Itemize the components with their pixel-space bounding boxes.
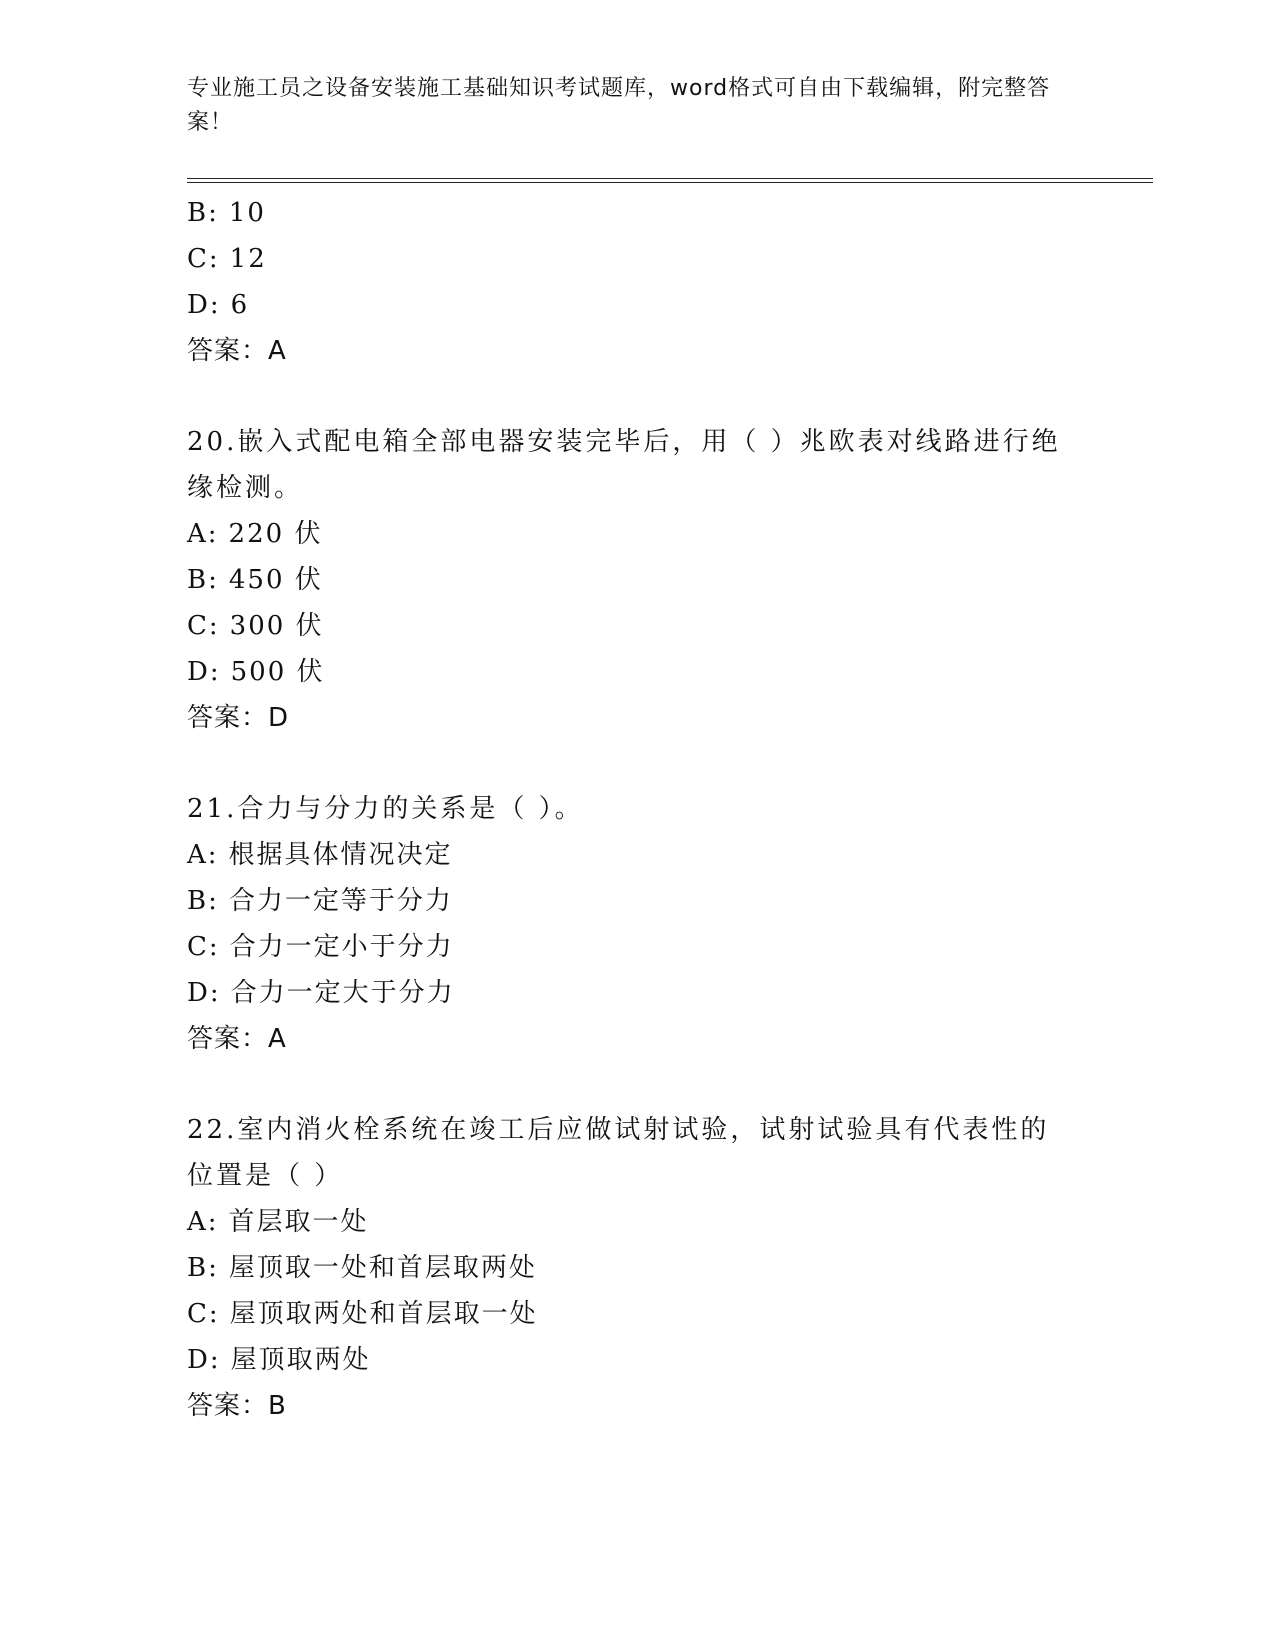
option-letter: D: [187,657,221,687]
option-c [187,603,1087,649]
option-a [187,511,1087,557]
option-letter: C: [187,244,220,274]
option-letter: B: [187,565,219,595]
option-text: 220 伏 [228,519,323,549]
option-b [187,878,1087,924]
option-letter: D: [187,290,221,320]
header-divider [187,178,1153,183]
option-text: 300 伏 [229,611,324,641]
option-b [187,190,1087,236]
option-text: 合力一定等于分力 [228,886,453,916]
option-letter: D: [187,978,221,1008]
option-text: 合力一定大于分力 [230,978,455,1008]
option-d [187,649,1087,695]
question-list [187,190,1087,1429]
question-text: 21.合力与分力的关系是（ ）。 [187,794,584,824]
option-letter: C: [187,1299,220,1329]
option-text: 首层取一处 [228,1207,369,1237]
document-header: 专业施工员之设备安装施工基础知识考试题库，word格式可自由下载编辑，附完整答案！ [187,76,1051,135]
option-letter: A: [187,519,219,549]
option-text: 6 [230,290,250,320]
option-text: 根据具体情况决定 [228,840,453,870]
answer-line: 答案：A [187,336,287,366]
option-text: 500 伏 [230,657,325,687]
question-block-20 [187,419,1087,741]
question-text: 22.室内消火栓系统在竣工后应做试射试验，试射试验具有代表性的位置是（ ） [187,1115,1050,1191]
question-text: 20.嵌入式配电箱全部电器安装完毕后，用（ ）兆欧表对线路进行绝缘检测。 [187,427,1061,503]
option-d [187,970,1087,1016]
answer-line: 答案：D [187,703,290,733]
option-c [187,1291,1087,1337]
option-letter: A: [187,840,219,870]
option-text: 屋顶取一处和首层取两处 [228,1253,537,1283]
option-text: 450 伏 [228,565,323,595]
option-c [187,924,1087,970]
option-a [187,832,1087,878]
option-b [187,1245,1087,1291]
question-block-prev [187,190,1087,374]
option-text: 屋顶取两处 [230,1345,371,1375]
option-letter: B: [187,1253,219,1283]
option-b [187,557,1087,603]
option-letter: C: [187,611,220,641]
option-text: 12 [229,244,267,274]
question-block-21 [187,786,1087,1062]
option-d [187,1337,1087,1383]
option-c [187,236,1087,282]
option-letter: B: [187,886,219,916]
option-letter: A: [187,1207,219,1237]
question-block-22 [187,1107,1087,1429]
option-text: 屋顶取两处和首层取一处 [229,1299,538,1329]
answer-line: 答案：B [187,1391,287,1421]
answer-line: 答案：A [187,1024,287,1054]
option-letter: C: [187,932,220,962]
option-text: 合力一定小于分力 [229,932,454,962]
option-text: 10 [228,198,266,228]
option-d [187,282,1087,328]
option-letter: D: [187,1345,221,1375]
option-a [187,1199,1087,1245]
option-letter: B: [187,198,219,228]
